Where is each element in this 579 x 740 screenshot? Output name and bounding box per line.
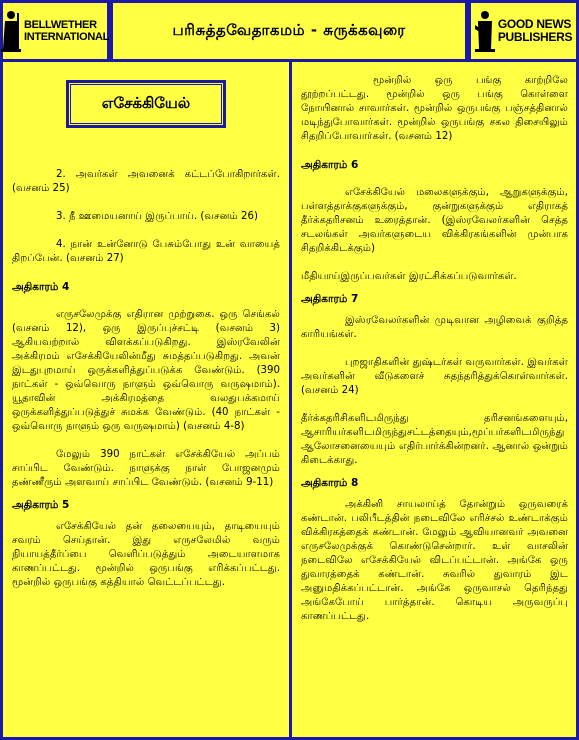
paragraph: எசேக்கியேல் தன் தலையையும், தாடியையும் சவரம் செய்தான். இது எருசலேமில் வரும் நியாயத்தீர்ப்பை வெளிப்படுத்தும் அடையாளமாக காணப்பட்டது. மூன்றில் ஒருபங்கு எரிக்கப்பட்டது. மூன்றில் ஒருபங்கு கத்தியால் வெட்டப்பட்டது. <box>12 521 280 588</box>
paragraph: மேலும் 390 நாட்கள் எசேக்கியேல் அப்பம் சாப்பிட வேண்டும். நாளுக்கு நாள் போஜனமும் தண்ணீரும் அளவாய் சாப்பிட வேண்டும். (வசனம் 9-11) <box>12 449 280 488</box>
logo-line-1: BELLWETHER <box>23 19 97 31</box>
header-title-box <box>110 0 468 62</box>
paragraph: எருசலேமுக்கு எதிரான முற்றுகை. ஒரு செங்கல் (வசனம் 12), ஒரு இருப்புச்சட்டி (வசனம் 3) ஆகியவற்றால் விளக்கப்படுகிறது. இஸ்ரவேலின் அக்கிரமம் எசேக்கியேலின்மீது சுமத்தப்படுகிறது. அவன் இடதுபுறமாய் ஒருக்களித்துப்படுக்க வேண்டும். (390 நாட்கள் - ஒவ்வொரு நாளும் ஒவ்வொரு வருஷமாம்). யூதாவின் அக்கிரமத்தை வலதுபக்கமாய் ஒருக்களித்துப்படுத்துச் சுமக்க வேண்டும். (40 நாட்கள் - ஒவ்வொரு நாளும் ஒரு வருஷமாம்) (வசனம் 4-8) <box>12 309 280 432</box>
paragraph: இஸ்ரவேலர்களின் முடிவான அழிவைக் குறித்த காரியங்கள். <box>301 315 568 340</box>
chapter-heading: அதிகாரம் 8 <box>301 477 359 489</box>
book-title: எசேக்கியேல் <box>68 82 224 126</box>
paragraph: அக்கினி சாயலாய்த் தோன்றும் ஒருவரைக் கண்டான். பலிபீடத்தின் நடைவிலே எரிச்சல் உண்டாக்கும் விக்கிரகத்தைக் கண்டான். மேலும் ஆவியானவர் அவனை எருசலேமுக்குக் கொண்டுசென்றார். உள் வாசலின் நடைவிலே எசேக்கியேல் விடப்பட்டான். அங்கே ஒரு துவாரத்தைக் கண்டான். சுவரில் துவாரம் இட அனுமதிக்கப்பட்டான். அங்கே ஒருவாசல் தெரிந்தது அங்கேபோய் பார்த்தான். கொடிய அருவருப்பு காணப்பட்டது. <box>301 499 568 622</box>
paragraph: மீதியாய்இருப்பவர்கள் இரட்சிக்கப்படுவார்கள். <box>301 271 517 282</box>
bellwether-logo <box>1 9 109 53</box>
left-logo-box <box>0 0 110 62</box>
logo-line-2: INTERNATIONAL <box>23 31 110 43</box>
paragraph: 2. அவர்கள் அவனைக் கட்டப்போகிறார்கள். (வசனம் 25) <box>12 169 280 194</box>
good-news-logo <box>475 9 572 53</box>
shepherd-icon <box>1 9 21 53</box>
chapter-heading: அதிகாரம் 7 <box>301 293 359 305</box>
paragraph: 3. நீ ஊமையனாய் இருப்பாய். (வசனம் 26) <box>56 211 258 222</box>
figure-icon <box>475 9 495 53</box>
logo-line-1: GOOD NEWS <box>497 17 572 31</box>
paragraph: எசேக்கியேல் மலைகளுக்கும், ஆறுகளுக்கும், பள்ளத்தாக்குகளுக்கும், குன்றுகளுக்கும் எதிராகத் தீர்க்கதரிசனம் உரைத்தான். (இஸ்ரவேலர்களின் செத்த சடலங்கள் அவர்களுடைய விக்கிரகங்களின் முன்பாக சிதறிக்கிடக்கும்) <box>301 187 568 254</box>
logo-line-2: PUBLISHERS <box>497 30 573 44</box>
chapter-heading: அதிகாரம் 4 <box>12 281 70 293</box>
right-logo-box <box>468 0 579 62</box>
paragraph: 4. நான் உன்னோடு பேசும்போது உன் வாயைத் திறப்பேன். (வசனம் 27) <box>12 239 280 264</box>
page-title: பரிசுத்தவேதாகமம் - சுருக்கவுரை <box>172 21 406 39</box>
column-divider <box>289 62 292 740</box>
left-column <box>12 168 280 590</box>
chapter-heading: அதிகாரம் 6 <box>301 159 359 171</box>
right-column <box>301 74 568 624</box>
chapter-heading: அதிகாரம் 5 <box>12 499 70 511</box>
paragraph: தீர்க்கதரிசிகளிடமிருந்து தரிசனங்களையும், ஆசாரியர்களிடமிருந்துசட்டத்தையும்,மூப்பர்களிடமிருந்து ஆலோசனையையும் எதிர்பார்க்கின்றனர். ஆனால் ஒன்றும் கிடைக்காது. <box>301 413 568 466</box>
paragraph: மூன்றில் ஒரு பங்கு காற்றிலே தூற்றப்பட்டது. மூன்றில் ஒரு பங்கு கொள்ளை நோயினால் சாவார்கள். மூன்றில் ஒருபங்கு பஞ்சத்தினால் மடிந்துபோவார்கள். மூன்றில் ஒருபங்கு சகல திசையிலும் சிதறிப்போவார்கள். (வசனம் 12) <box>301 75 568 142</box>
paragraph: புறஜாதிகளின் துஷ்டர்கள் வருவார்கள். இவர்கள் அவர்களின் வீடுகளைச் சுதந்தரித்துக்கொள்வார்கள். (வசனம் 24) <box>301 357 568 396</box>
